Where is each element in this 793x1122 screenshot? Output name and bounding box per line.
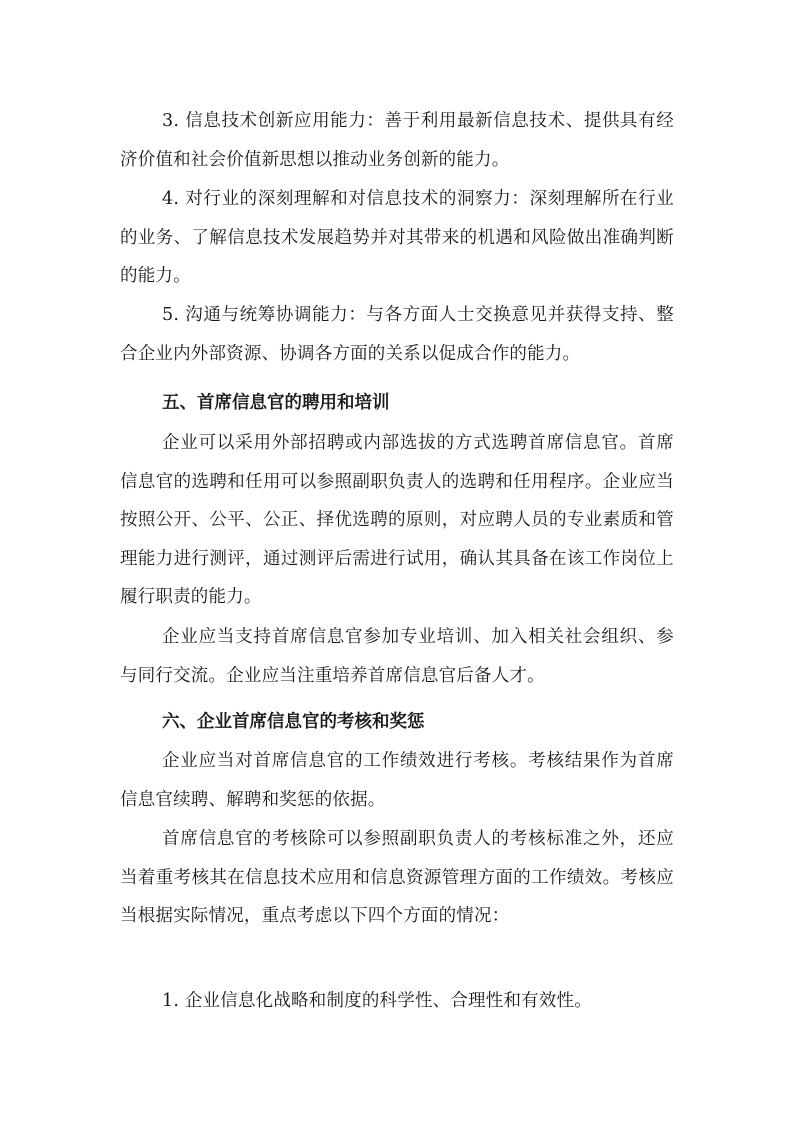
paragraph-assessment-criteria: 首席信息官的考核除可以参照副职负责人的考核标准之外，还应当着重考核其在信息技术应用和信息资源管理方面的工作绩效。考核应当根据实际情况，重点考虑以下四个方面的情况： — [120, 829, 674, 926]
paragraph-item-1: 1. 企业信息化战略和制度的科学性、合理性和有效性。 — [162, 991, 592, 1011]
section-heading-6: 六、企业首席信息官的考核和奖惩 — [162, 712, 425, 732]
paragraph-training: 企业应当支持首席信息官参加专业培训、加入相关社会组织、参与同行交流。企业应当注重培养首席信息官后备人才。 — [120, 627, 674, 686]
paragraph-capability-3: 3. 信息技术创新应用能力：善于利用最新信息技术、提供具有经济价值和社会价值新思想以推动业务创新的能力。 — [120, 111, 674, 170]
paragraph-recruitment: 企业可以采用外部招聘或内部选拔的方式选聘首席信息官。首席信息官的选聘和任用可以参照副职负责人的选聘和任用程序。企业应当按照公开、公平、公正、择优选聘的原则，对应聘人员的专业素质和管理能力进行测评，通过测评后需进行试用，确认其具备在该工作岗位上履行职责的能力。 — [120, 433, 674, 607]
paragraph-capability-5: 5. 沟通与统筹协调能力：与各方面人士交换意见并获得支持、整合企业内外部资源、协调各方面的关系以促成合作的能力。 — [120, 305, 674, 364]
section-heading-5: 五、首席信息官的聘用和培训 — [162, 393, 390, 413]
paragraph-capability-4: 4. 对行业的深刻理解和对信息技术的洞察力：深刻理解所在行业的业务、了解信息技术发展趋势并对其带来的机遇和风险做出准确判断的能力。 — [120, 189, 674, 286]
paragraph-assessment: 企业应当对首席信息官的工作绩效进行考核。考核结果作为首席信息官续聘、解聘和奖惩的依据。 — [120, 751, 674, 810]
